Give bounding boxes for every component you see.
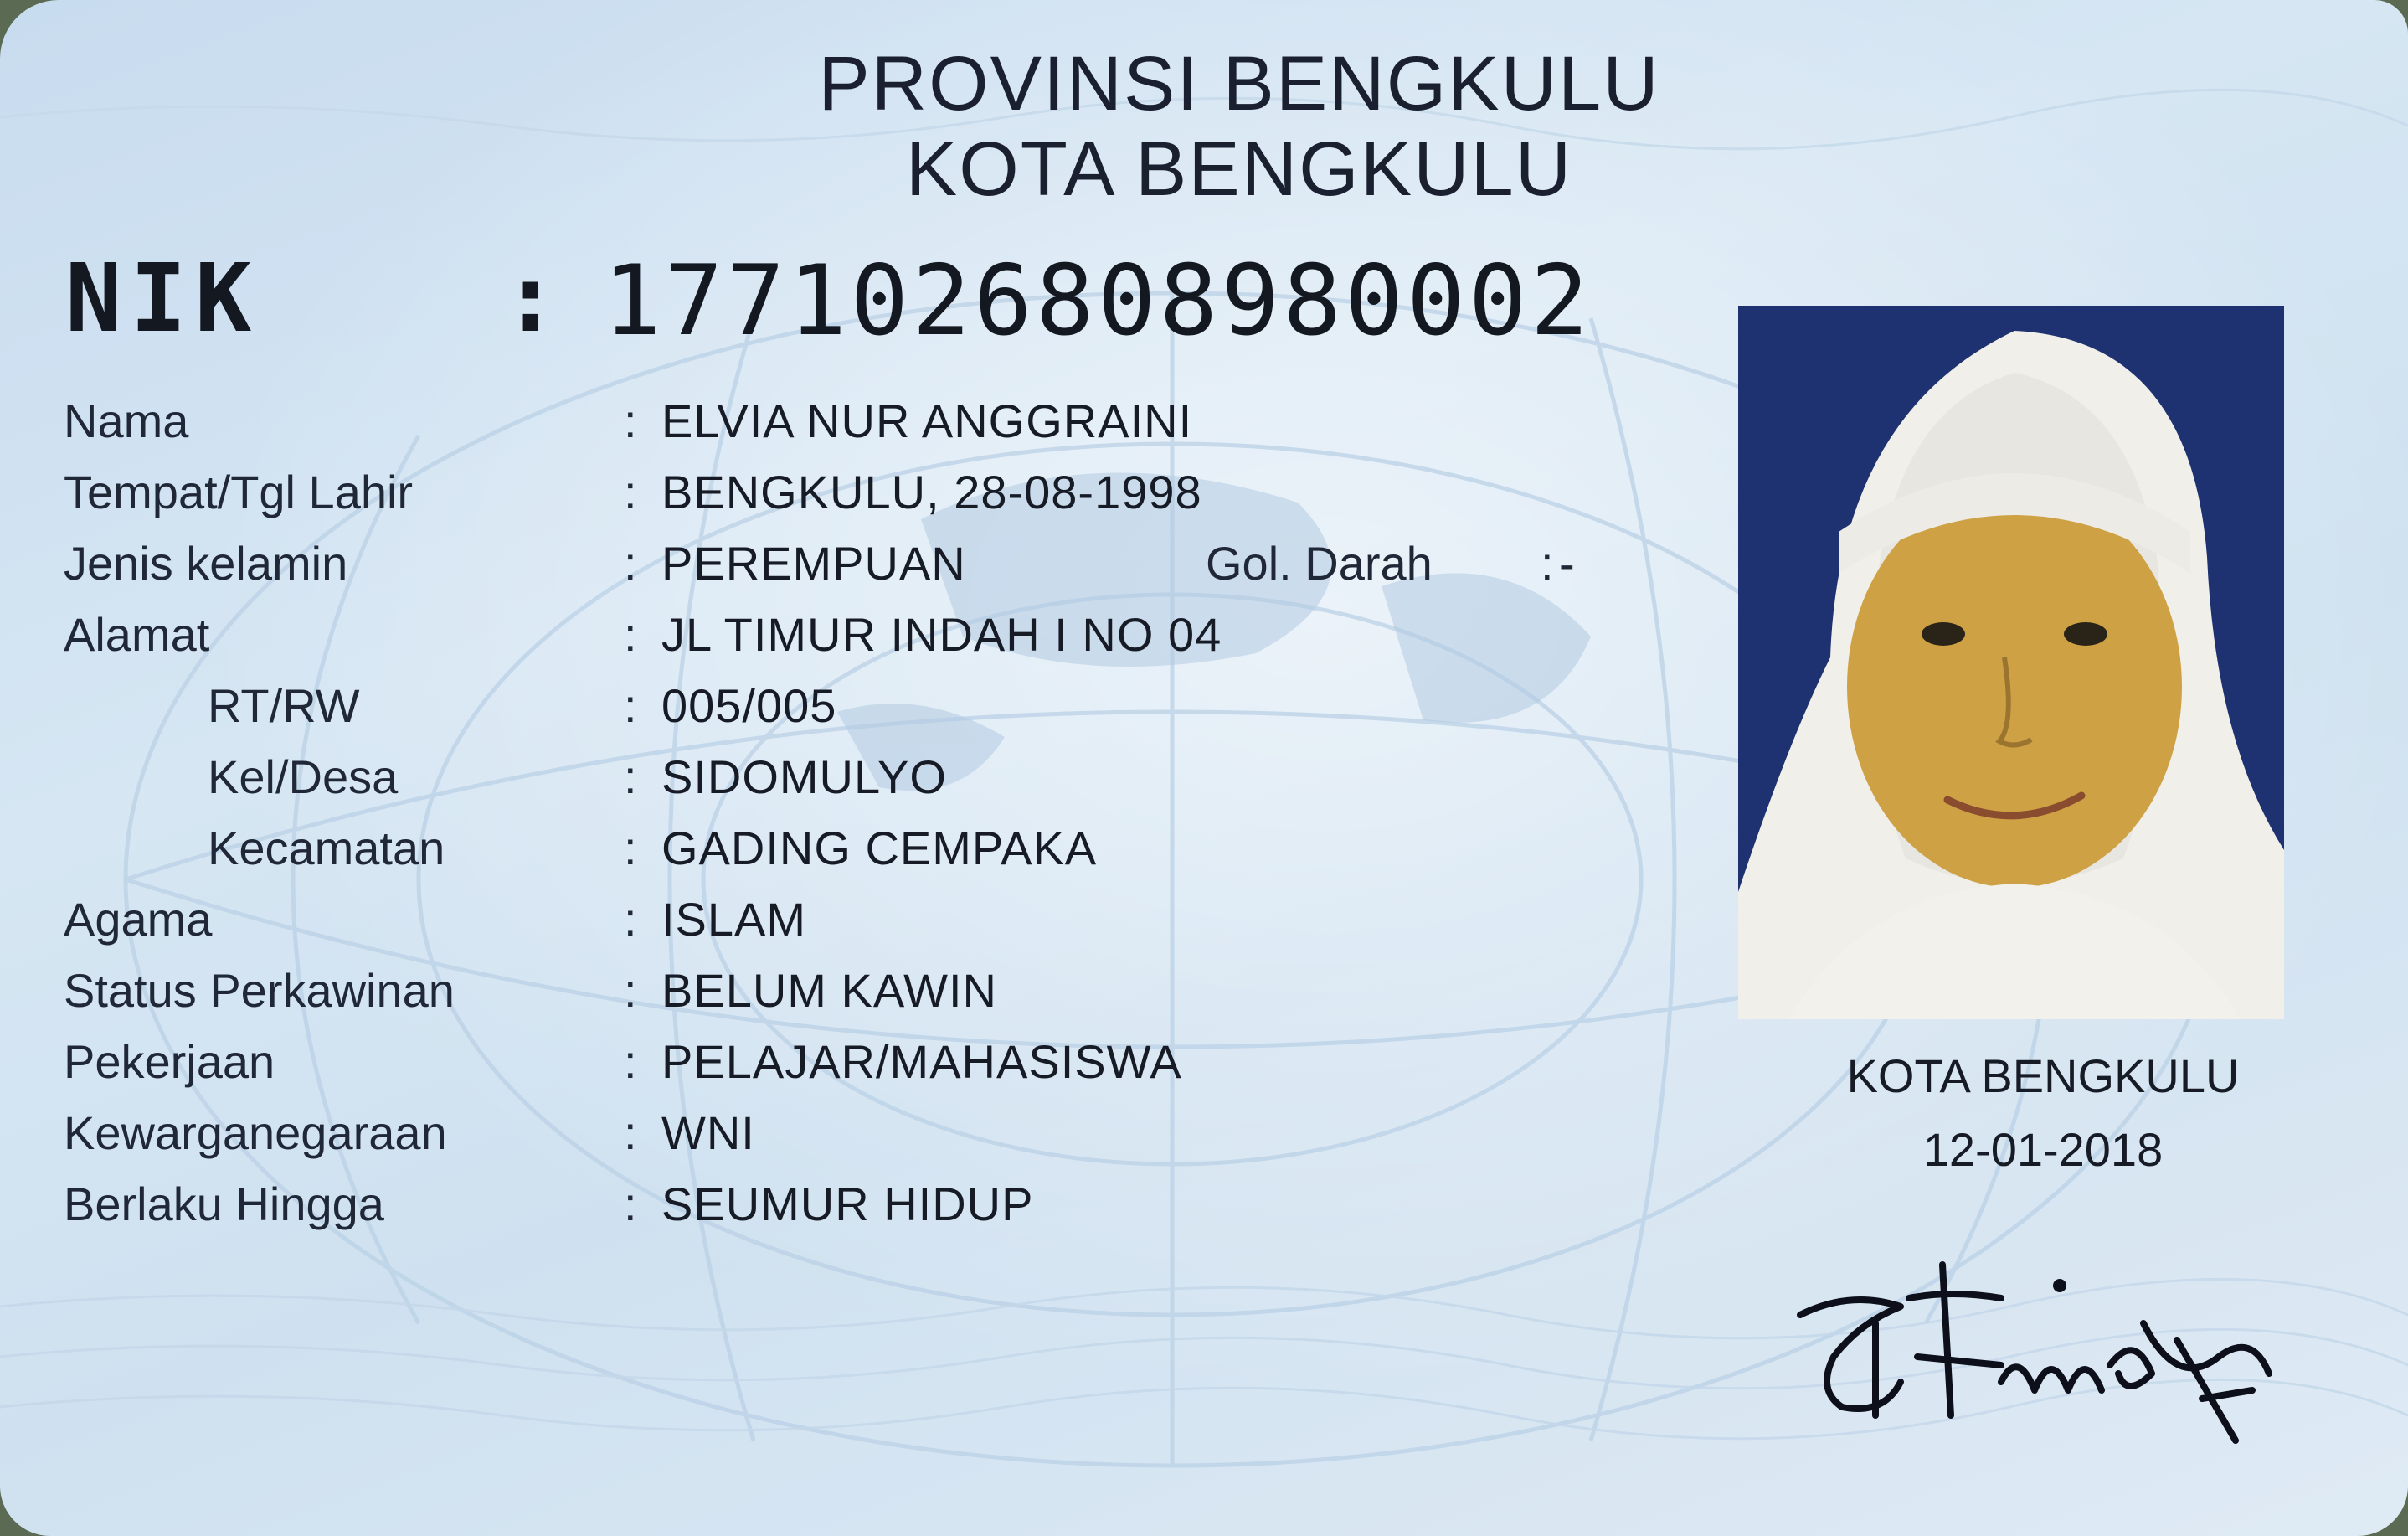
nik-separator: : <box>502 245 559 353</box>
field-separator: : <box>624 679 637 732</box>
field-label: Agama <box>64 893 213 946</box>
field-label: RT/RW <box>208 679 360 732</box>
field-separator: : <box>624 750 637 803</box>
field-label: Pekerjaan <box>64 1035 275 1088</box>
field-label: Jenis kelamin <box>64 537 348 590</box>
field-label: Kecamatan <box>208 822 445 874</box>
blood-type-separator: : <box>1541 537 1554 590</box>
field-label: Tempat/Tgl Lahir <box>64 466 414 518</box>
field-label: Alamat <box>64 608 210 661</box>
field-separator: : <box>624 608 637 661</box>
holder-photo <box>1738 306 2284 1019</box>
field-value: ELVIA NUR ANGGRAINI <box>661 394 1193 447</box>
blood-type-value: - <box>1559 537 1575 590</box>
field-value: SEUMUR HIDUP <box>661 1178 1034 1230</box>
field-label: Berlaku Hingga <box>64 1178 384 1230</box>
field-separator: : <box>624 394 637 447</box>
field-value: BENGKULU, 28-08-1998 <box>661 466 1202 518</box>
field-value: 005/005 <box>661 679 837 732</box>
field-value: PELAJAR/MAHASISWA <box>661 1035 1182 1088</box>
field-label: Nama <box>64 394 189 447</box>
field-value: PEREMPUAN <box>661 537 966 590</box>
field-label: Kel/Desa <box>208 750 399 803</box>
field-value: GADING CEMPAKA <box>661 822 1098 874</box>
nik-label: NIK <box>65 245 260 353</box>
field-separator: : <box>624 822 637 874</box>
field-separator: : <box>624 466 637 518</box>
header-province: PROVINSI BENGKULU <box>818 41 1660 126</box>
blood-type-label: Gol. Darah <box>1206 537 1433 590</box>
field-separator: : <box>624 1106 637 1159</box>
field-label: Status Perkawinan <box>64 964 455 1017</box>
nik-value: 1771026808980002 <box>603 245 1592 358</box>
field-separator: : <box>624 1178 637 1230</box>
issue-date: 12-01-2018 <box>1922 1123 2164 1176</box>
field-separator: : <box>624 537 637 590</box>
issue-city: KOTA BENGKULU <box>1846 1049 2240 1102</box>
portrait-illustration <box>1738 306 2284 1019</box>
field-value: JL TIMUR INDAH I NO 04 <box>661 608 1222 661</box>
field-value: ISLAM <box>661 893 807 946</box>
holder-signature <box>1783 1248 2286 1466</box>
header-city: KOTA BENGKULU <box>905 126 1573 212</box>
field-value: SIDOMULYO <box>661 750 947 803</box>
field-separator: : <box>624 1035 637 1088</box>
field-separator: : <box>624 893 637 946</box>
field-value: WNI <box>661 1106 755 1159</box>
field-value: BELUM KAWIN <box>661 964 997 1017</box>
field-label: Kewarganegaraan <box>64 1106 447 1159</box>
field-separator: : <box>624 964 637 1017</box>
